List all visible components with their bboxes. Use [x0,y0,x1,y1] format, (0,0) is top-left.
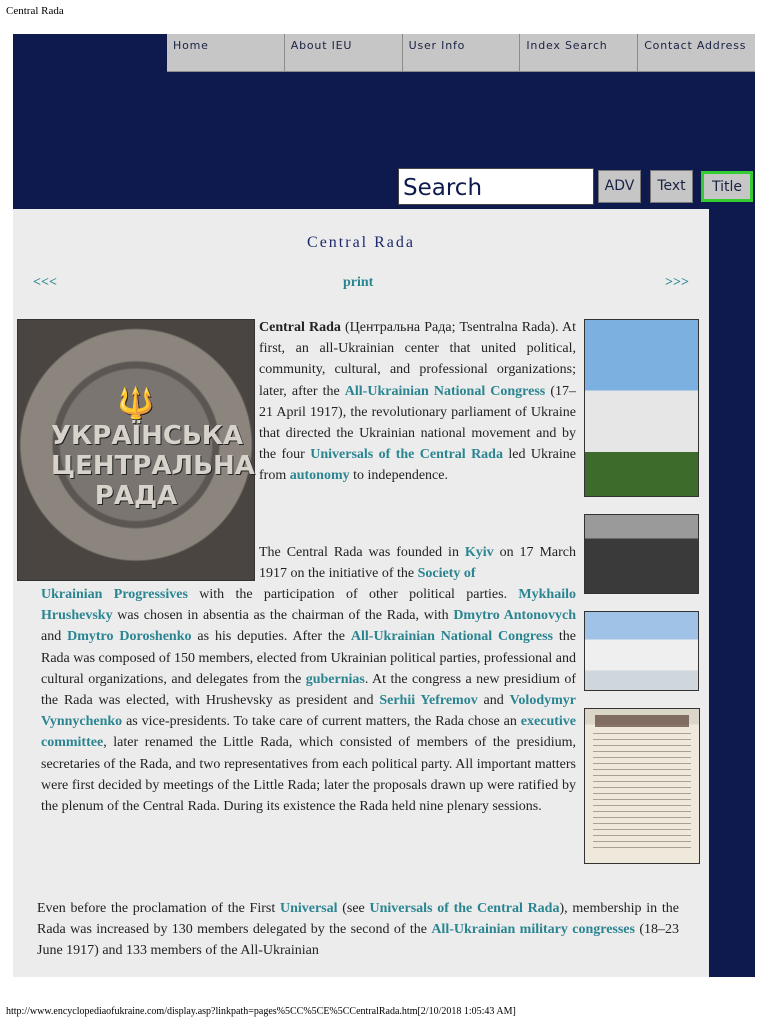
nav-index-search[interactable]: Index Search [520,34,638,72]
search-input[interactable] [398,168,594,205]
text-span: ), membership in the Rada was increased by 130 members delegated by the second of the [37,901,679,938]
link-executive-committee[interactable]: executive committee [41,714,576,751]
link-doroshenko[interactable]: Dmytro Doroshenko [67,629,192,645]
nav-contact[interactable]: Contact Address [638,34,755,72]
link-yefremov[interactable]: Serhii Yefremov [379,693,478,709]
link-society-of-ukrainian-progressives[interactable]: Society of [417,566,476,582]
link-vynnychenko[interactable]: Volodymyr Vynnychenko [41,693,576,730]
right-sidebar-band [709,209,755,977]
print-page-title: Central Rada [6,5,64,17]
nav-user-info[interactable]: User Info [403,34,521,72]
paragraph-intro [259,317,576,487]
text-span: with the participation of other political parties. [187,587,519,602]
term-central-rada: Central Rada [259,320,341,335]
document-text-lines [593,733,691,849]
rada-members-group-photo[interactable] [584,514,699,594]
link-all-ukrainian-national-congress-2[interactable]: All-Ukrainian National Congress [350,629,553,645]
document-heading-mark [595,715,689,727]
text-span: (18–23 June 1917) and 133 members of the All-Ukrainian [37,922,679,959]
emblem-line-1: УКРАЇНСЬКА [51,421,244,451]
text-span: as vice-presidents. To take care of current matters, the Rada chose an [122,714,521,730]
link-all-ukrainian-national-congress[interactable]: All-Ukrainian National Congress [344,383,546,399]
text-span: , later renamed the Little Rada, which consisted of members of the presidium, secretaries of the Rada, and two representatives from each political party. All important matters were first decided by meetings of the Little Rada; later the proposals drawn up were ratified by the plenum of the Central Rada. During its existence the Rada held nine plenary sessions. [41,735,576,815]
text-span: was chosen in absentia as the chairman of the Rada, with [112,608,454,624]
text-span: and [477,693,510,709]
paragraph-founding [41,584,576,817]
print-page-url: http://www.encyclopediaofukraine.com/display.asp?linkpath=pages%5CC%5CE%5CCentralRada.htm[2/10/2018 1:05:43 AM] [6,1006,516,1017]
link-antonovych[interactable]: Dmytro Antonovych [453,608,576,624]
top-navbar [167,34,755,72]
site-header [13,34,755,209]
rada-building-winter-photo[interactable] [584,611,699,691]
article-heading: Central Rada [307,234,415,251]
paragraph-founding-start [259,542,576,584]
text-span: to independence. [349,468,448,484]
adv-search-button[interactable]: ADV [598,170,641,203]
link-gubernias[interactable]: gubernias [305,671,365,687]
nav-home[interactable]: Home [167,34,285,72]
central-rada-plaque-image [17,319,255,581]
print-link[interactable]: print [343,275,374,290]
link-kyiv[interactable]: Kyiv [464,545,494,560]
emblem-line-2: ЦЕНТРАЛЬНА [51,451,255,481]
text-span: the Rada was composed of 150 members, elected from Ukrainian political parties, professional and cultural organizations, and delegates from the [41,629,576,687]
prev-link[interactable]: <<< [33,275,57,290]
pedagogical-museum-photo[interactable] [584,319,699,497]
text-span: led Ukraine from [259,447,576,484]
link-military-congresses[interactable]: All-Ukrainian military congresses [431,922,635,938]
text-span: . At the congress a new presidium of the Rada was elected, with Hrushevsky as president and [41,671,576,709]
link-universals-of-central-rada[interactable]: Universals of the Central Rada [369,901,560,916]
article-content [13,209,709,977]
text-span: (see [337,901,370,916]
text-span: The Central Rada was founded in [259,545,465,560]
text-span: and [41,629,68,645]
emblem-line-3: РАДА [94,481,178,511]
link-autonomy[interactable]: autonomy [289,468,350,484]
paragraph-membership [37,898,679,962]
text-span: (Центральна Рада; Tsentralna Rada). At first, an all-Ukrainian center that united political, community, cultural, and professional organizations; later, after the [259,320,576,399]
text-span: (17–21 April 1917), the revolutionary parliament of Ukraine that directed the Ukrainian national movement and by the four [259,383,576,463]
third-universal-document-image[interactable] [584,708,700,864]
link-universals[interactable]: Universals of the Central Rada [310,447,503,463]
text-span: Even before the proclamation of the First [37,901,280,916]
link-society-of-ukrainian-progressives-cont[interactable]: Ukrainian Progressives [41,587,188,602]
next-link[interactable]: >>> [665,275,689,290]
plaque-emblem [51,386,255,511]
text-span: on 17 March 1917 on the initiative of the [259,545,576,582]
link-universal[interactable]: Universal [279,901,338,916]
title-search-button[interactable]: Title [701,171,753,202]
nav-about[interactable]: About IEU [285,34,403,72]
text-search-button[interactable]: Text [650,170,693,203]
link-hrushevsky[interactable]: Mykhailo Hrushevsky [41,587,576,624]
trident-icon: 🔱 [117,386,155,421]
text-span: as his deputies. After the [191,629,351,645]
